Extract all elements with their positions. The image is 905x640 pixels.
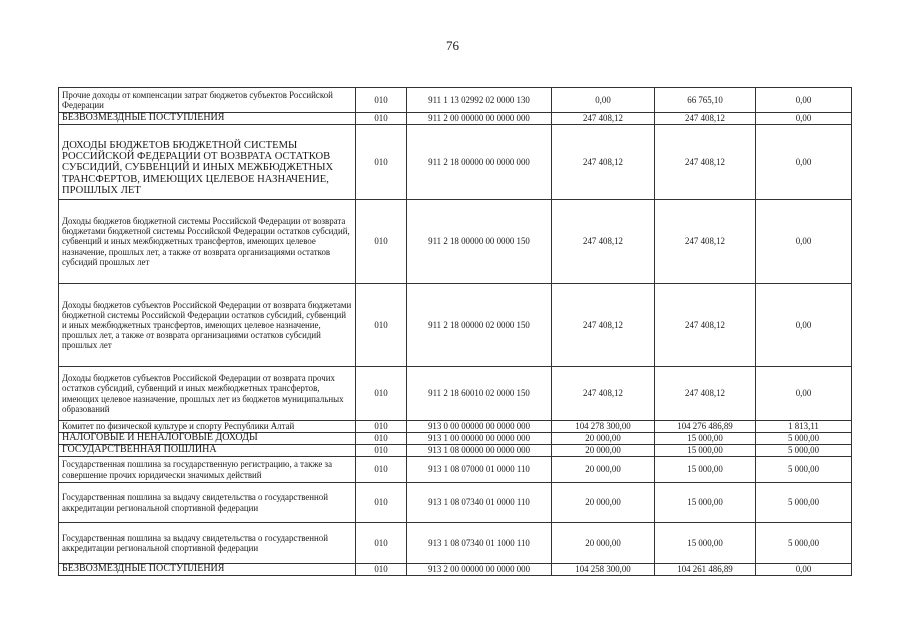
row-deviation: 0,00	[756, 284, 852, 367]
table-row	[59, 483, 852, 523]
row-name: Прочие доходы от компенсации затрат бюджетов субъектов Российской Федерации	[59, 88, 356, 113]
row-deviation: 0,00	[756, 564, 852, 576]
page-number: 76	[446, 38, 459, 53]
table-row	[59, 523, 852, 564]
row-name: Доходы бюджетов субъектов Российской Федерации от возврата прочих остатков субсидий, субвенций и иных межбюджетных трансфертов, имеющих целевое назначение, прошлых лет из бюджетов муниципальных образований	[59, 367, 356, 421]
row-name: Доходы бюджетов бюджетной системы Российской Федерации от возврата бюджетами бюджетной системы Российской Федерации остатков субсидий, субвенций и иных межбюджетных трансфертов, имеющих целевое назначение, прошлых лет, а также от возврата организациями остатков субсидий прошлых лет	[59, 200, 356, 284]
row-plan: 20 000,00	[552, 445, 655, 457]
row-name: Комитет по физической культуре и спорту Республики Алтай	[59, 421, 356, 433]
row-fact: 15 000,00	[655, 523, 756, 564]
row-name: ДОХОДЫ БЮДЖЕТОВ БЮДЖЕТНОЙ СИСТЕМЫ РОССИЙСКОЙ ФЕДЕРАЦИИ ОТ ВОЗВРАТА ОСТАТКОВ СУБСИДИЙ, СУБВЕНЦИЙ И ИНЫХ МЕЖБЮДЖЕТНЫХ ТРАНСФЕРТОВ, ИМЕЮЩИХ ЦЕЛЕВОЕ НАЗНАЧЕНИЕ, ПРОШЛЫХ ЛЕТ	[59, 125, 356, 200]
row-admin-code: 010	[356, 200, 407, 284]
row-plan: 104 278 300,00	[552, 421, 655, 433]
row-name: Государственная пошлина за выдачу свидетельства о государственной аккредитации региональной спортивной федерации	[59, 483, 356, 523]
row-budget-code: 911 2 18 60010 02 0000 150	[407, 367, 552, 421]
row-plan: 247 408,12	[552, 367, 655, 421]
row-fact: 247 408,12	[655, 367, 756, 421]
budget-revenue-table	[58, 87, 852, 576]
table-row	[59, 88, 852, 113]
row-deviation: 5 000,00	[756, 523, 852, 564]
row-deviation: 0,00	[756, 367, 852, 421]
row-budget-code: 911 2 18 00000 02 0000 150	[407, 284, 552, 367]
row-budget-code: 913 1 08 07340 01 0000 110	[407, 483, 552, 523]
row-deviation: 5 000,00	[756, 457, 852, 483]
row-admin-code: 010	[356, 367, 407, 421]
table-row	[59, 457, 852, 483]
row-deviation: 5 000,00	[756, 433, 852, 445]
row-admin-code: 010	[356, 564, 407, 576]
row-fact: 15 000,00	[655, 445, 756, 457]
row-admin-code: 010	[356, 113, 407, 125]
row-deviation: 0,00	[756, 113, 852, 125]
row-deviation: 0,00	[756, 125, 852, 200]
table-row	[59, 421, 852, 433]
table-row	[59, 367, 852, 421]
row-plan: 104 258 300,00	[552, 564, 655, 576]
row-deviation: 1 813,11	[756, 421, 852, 433]
row-admin-code: 010	[356, 483, 407, 523]
row-admin-code: 010	[356, 523, 407, 564]
row-deviation: 5 000,00	[756, 445, 852, 457]
row-fact: 247 408,12	[655, 113, 756, 125]
row-admin-code: 010	[356, 125, 407, 200]
row-budget-code: 913 1 00 00000 00 0000 000	[407, 433, 552, 445]
row-plan: 20 000,00	[552, 483, 655, 523]
row-deviation: 0,00	[756, 88, 852, 113]
table-row	[59, 113, 852, 125]
row-plan: 247 408,12	[552, 125, 655, 200]
row-plan: 20 000,00	[552, 523, 655, 564]
row-budget-code: 913 2 00 00000 00 0000 000	[407, 564, 552, 576]
row-admin-code: 010	[356, 88, 407, 113]
row-name: Государственная пошлина за выдачу свидетельства о государственной аккредитации региональной спортивной федерации	[59, 523, 356, 564]
row-fact: 104 261 486,89	[655, 564, 756, 576]
row-fact: 66 765,10	[655, 88, 756, 113]
row-fact: 15 000,00	[655, 483, 756, 523]
row-budget-code: 911 2 18 00000 00 0000 000	[407, 125, 552, 200]
row-budget-code: 913 1 08 07340 01 1000 110	[407, 523, 552, 564]
row-fact: 15 000,00	[655, 457, 756, 483]
table-row	[59, 564, 852, 576]
row-plan: 247 408,12	[552, 200, 655, 284]
row-budget-code: 913 0 00 00000 00 0000 000	[407, 421, 552, 433]
table-row	[59, 284, 852, 367]
row-fact: 247 408,12	[655, 125, 756, 200]
row-admin-code: 010	[356, 433, 407, 445]
row-name: Государственная пошлина за государственную регистрацию, а также за совершение прочих юридически значимых действий	[59, 457, 356, 483]
row-budget-code: 911 1 13 02992 02 0000 130	[407, 88, 552, 113]
table-row	[59, 125, 852, 200]
row-deviation: 0,00	[756, 200, 852, 284]
row-admin-code: 010	[356, 445, 407, 457]
row-plan: 20 000,00	[552, 457, 655, 483]
row-admin-code: 010	[356, 284, 407, 367]
row-admin-code: 010	[356, 457, 407, 483]
row-fact: 247 408,12	[655, 200, 756, 284]
row-plan: 20 000,00	[552, 433, 655, 445]
row-budget-code: 913 1 08 07000 01 0000 110	[407, 457, 552, 483]
row-budget-code: 911 2 00 00000 00 0000 000	[407, 113, 552, 125]
table-row	[59, 433, 852, 445]
row-name: НАЛОГОВЫЕ И НЕНАЛОГОВЫЕ ДОХОДЫ	[59, 433, 356, 445]
row-budget-code: 911 2 18 00000 00 0000 150	[407, 200, 552, 284]
row-plan: 247 408,12	[552, 284, 655, 367]
row-name: БЕЗВОЗМЕЗДНЫЕ ПОСТУПЛЕНИЯ	[59, 113, 356, 125]
table-row	[59, 445, 852, 457]
row-name: Доходы бюджетов субъектов Российской Федерации от возврата бюджетами бюджетной системы Российской Федерации остатков субсидий, субвенций и иных межбюджетных трансфертов, имеющих целевое назначение, прошлых лет, а также от возврата организациями остатков субсидий прошлых лет	[59, 284, 356, 367]
row-fact: 104 276 486,89	[655, 421, 756, 433]
row-admin-code: 010	[356, 421, 407, 433]
row-plan: 0,00	[552, 88, 655, 113]
row-fact: 15 000,00	[655, 433, 756, 445]
row-name: БЕЗВОЗМЕЗДНЫЕ ПОСТУПЛЕНИЯ	[59, 564, 356, 576]
row-name: ГОСУДАРСТВЕННАЯ ПОШЛИНА	[59, 445, 356, 457]
row-budget-code: 913 1 08 00000 00 0000 000	[407, 445, 552, 457]
row-fact: 247 408,12	[655, 284, 756, 367]
row-plan: 247 408,12	[552, 113, 655, 125]
table-row	[59, 200, 852, 284]
row-deviation: 5 000,00	[756, 483, 852, 523]
